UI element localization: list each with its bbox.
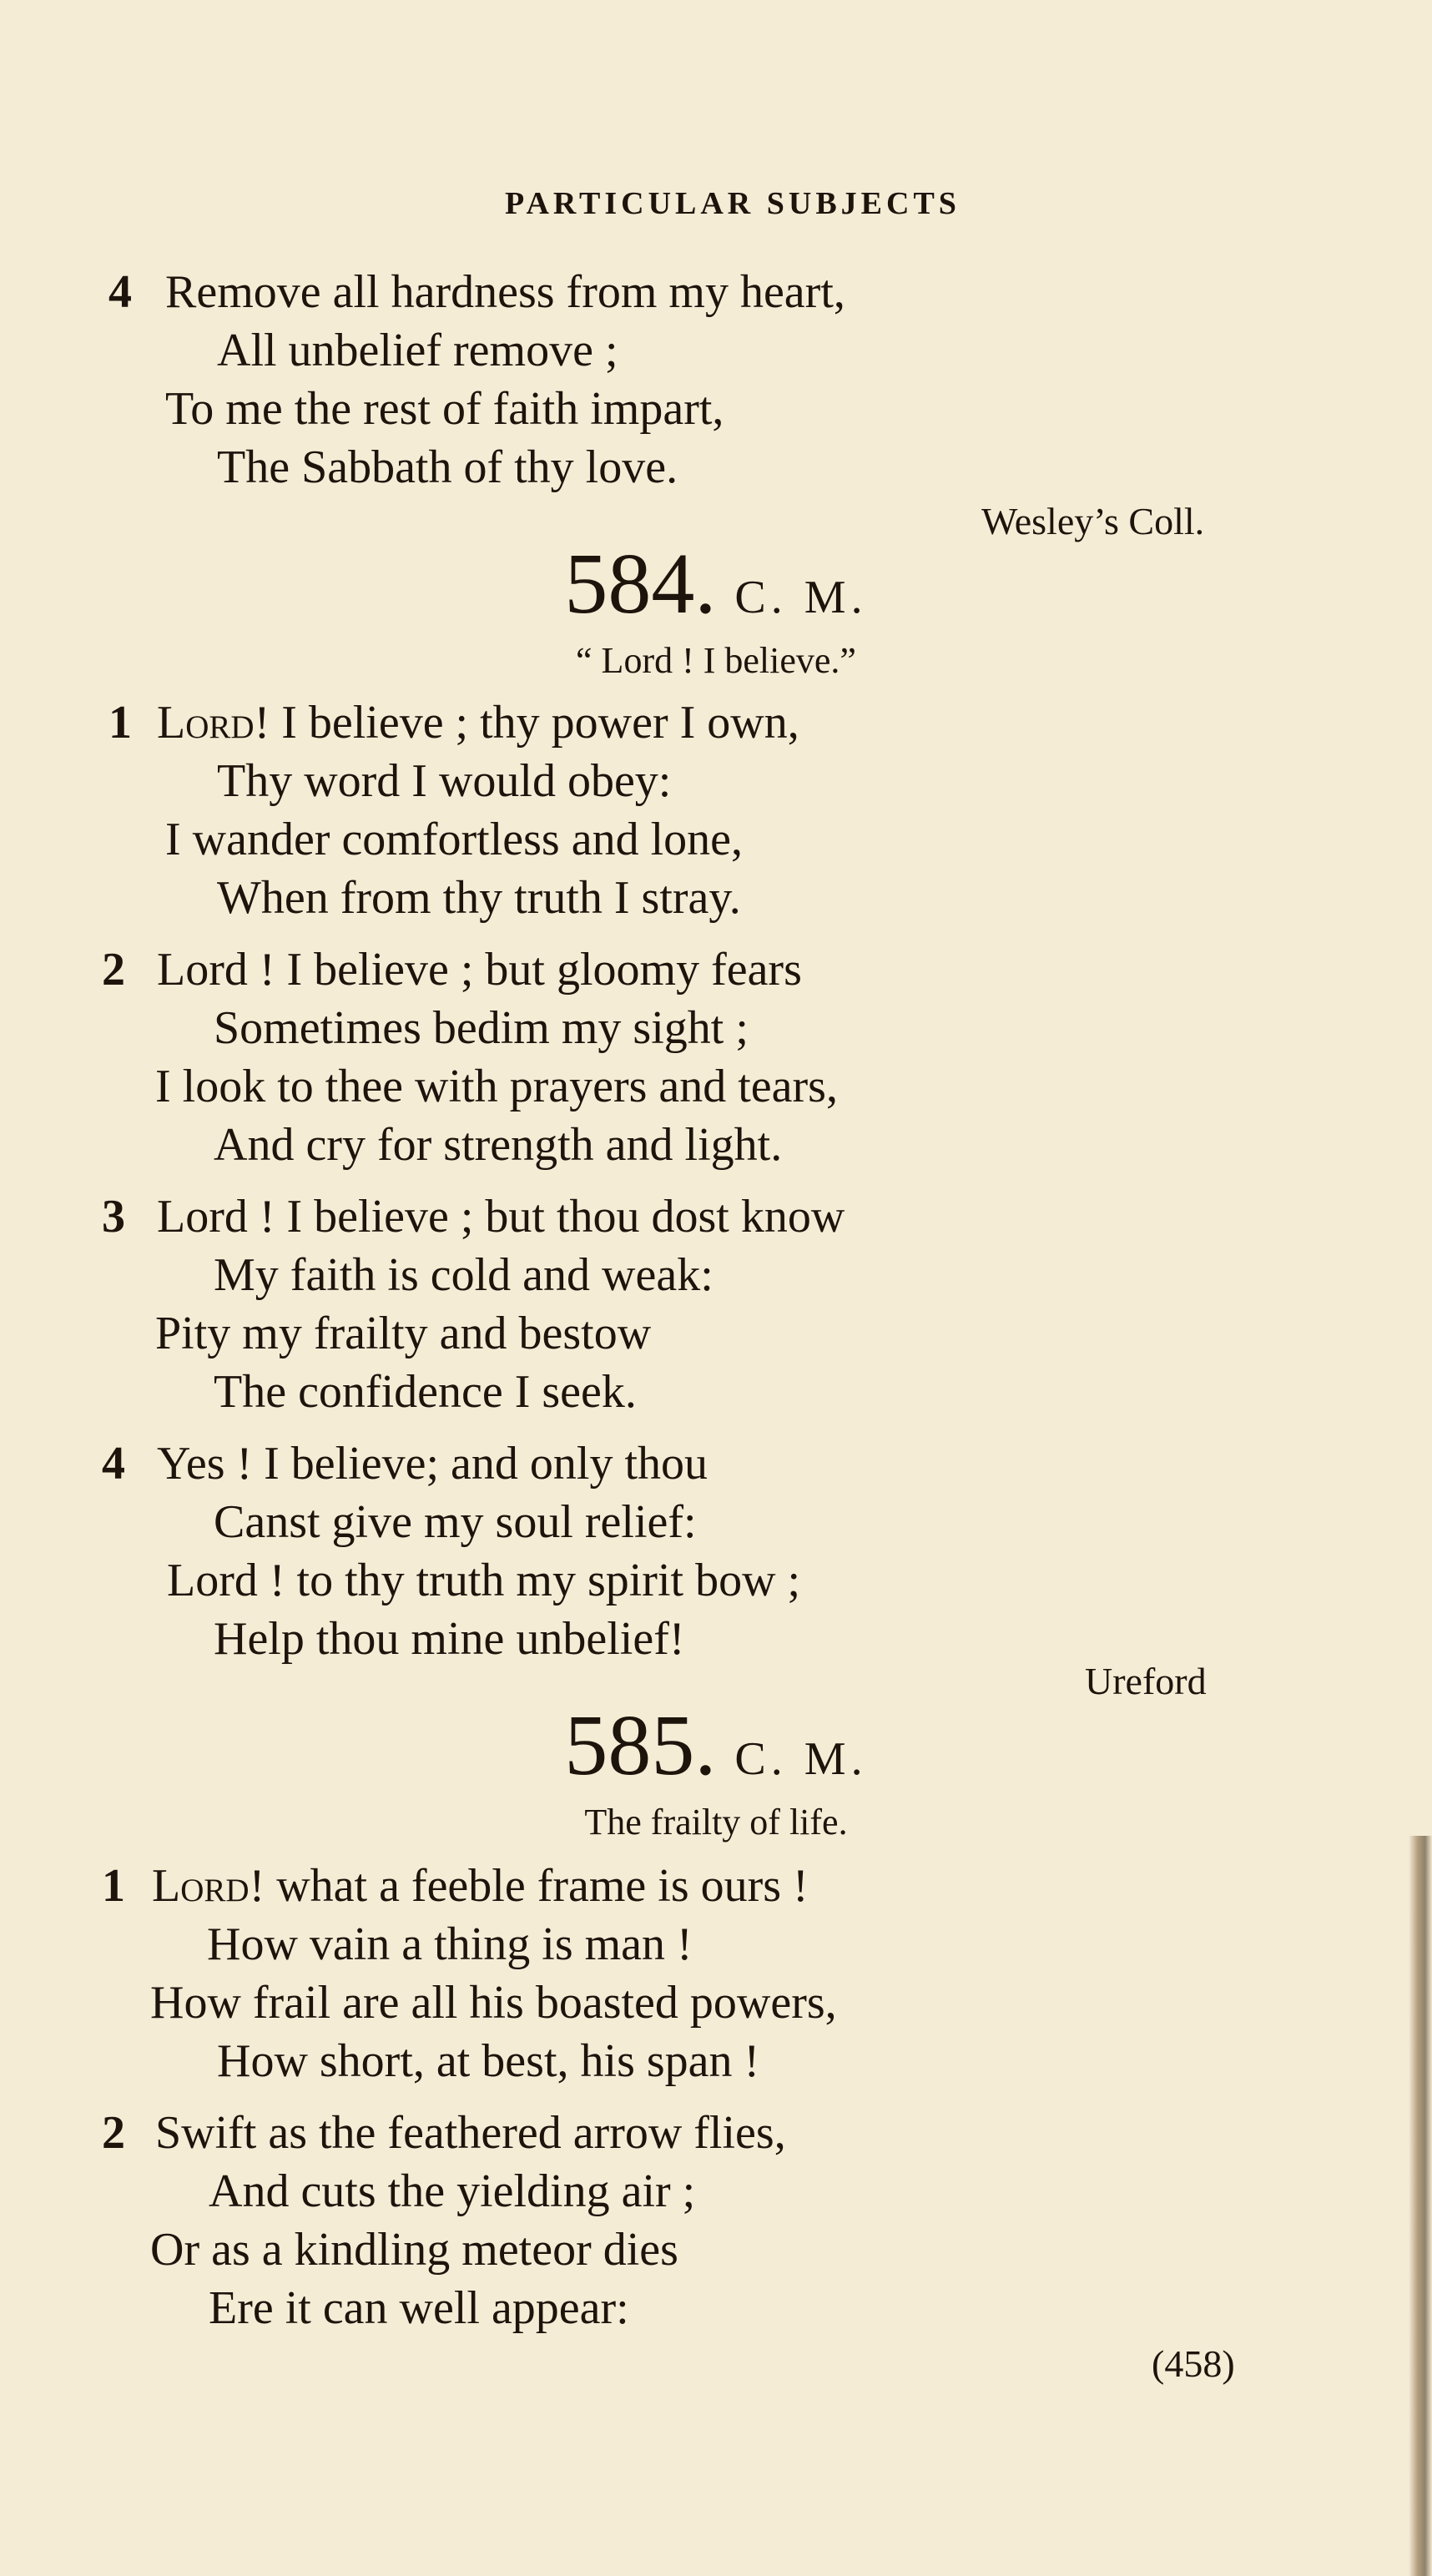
verse-line: Help thou mine unbelief! <box>214 1613 685 1665</box>
hymn-heading: 584. C. M. <box>564 536 868 632</box>
attribution: Wesley’s Coll. <box>981 500 1205 542</box>
page-number: (458) <box>1152 2342 1235 2385</box>
verse-line: And cuts the yielding air ; <box>209 2165 696 2217</box>
verse-line: Thy word I would obey: <box>217 755 672 807</box>
verse-line: How vain a thing is man ! <box>207 1918 693 1970</box>
hymn-subtitle: “ Lord ! I believe.” <box>576 640 856 681</box>
hymn-meter: C. M. <box>734 572 868 623</box>
verse-line: Ere it can well appear: <box>209 2282 629 2334</box>
verse-line: To me the rest of faith impart, <box>165 383 724 435</box>
hymn-number: 585 <box>564 1697 695 1793</box>
verse-number: 2 <box>102 944 125 996</box>
verse-line: How short, at best, his span ! <box>217 2035 760 2087</box>
verse-line: Lord! I believe ; thy power I own, <box>157 697 799 749</box>
verse-line: Lord ! I believe ; but gloomy fears <box>157 944 802 996</box>
verse-line: Lord ! I believe ; but thou dost know <box>157 1191 845 1243</box>
verse-number: 3 <box>102 1191 125 1243</box>
verse-line: Pity my frailty and bestow <box>155 1308 652 1359</box>
verse-first-word: Lord <box>152 1860 250 1912</box>
verse-line: I look to thee with prayers and tears, <box>155 1061 838 1112</box>
verse-line: Sometimes bedim my sight ; <box>214 1002 749 1054</box>
verse-line: The Sabbath of thy love. <box>217 441 678 493</box>
attribution: Ureford <box>1085 1660 1207 1702</box>
running-head: PARTICULAR SUBJECTS <box>505 186 961 221</box>
verse-line: Yes ! I believe; and only thou <box>157 1438 708 1490</box>
page-edge <box>1409 1836 1432 2576</box>
verse-line: Lord! what a feeble frame is ours ! <box>152 1860 809 1912</box>
verse-line: Or as a kindling meteor dies <box>150 2224 678 2276</box>
verse-number: 4 <box>108 266 132 318</box>
verse-number: 2 <box>102 2107 125 2159</box>
verse-number: 1 <box>102 1860 125 1912</box>
verse-first-word: Lord <box>157 697 255 749</box>
verse-line: Canst give my soul relief: <box>214 1496 697 1548</box>
verse-line: Lord ! to thy truth my spirit bow ; <box>167 1555 801 1606</box>
verse-line: All unbelief remove ; <box>217 325 618 376</box>
verse-line: Swift as the feathered arrow flies, <box>155 2107 786 2159</box>
verse-line: My faith is cold and weak: <box>214 1249 713 1301</box>
hymn-heading: 585. C. M. <box>564 1697 868 1793</box>
verse-line: And cry for strength and light. <box>214 1119 783 1171</box>
hymn-meter: C. M. <box>734 1733 868 1785</box>
verse-line: Remove all hardness from my heart, <box>165 266 845 318</box>
verse-number: 1 <box>108 697 132 749</box>
verse-line: The confidence I seek. <box>214 1366 637 1418</box>
verse-line: When from thy truth I stray. <box>217 872 741 924</box>
hymn-subtitle: The frailty of life. <box>584 1802 848 1843</box>
verse-line: I wander comfortless and lone, <box>165 814 743 865</box>
verse-line: How frail are all his boasted powers, <box>150 1977 837 2029</box>
verse-number: 4 <box>102 1438 125 1490</box>
hymn-number: 584 <box>564 536 695 632</box>
